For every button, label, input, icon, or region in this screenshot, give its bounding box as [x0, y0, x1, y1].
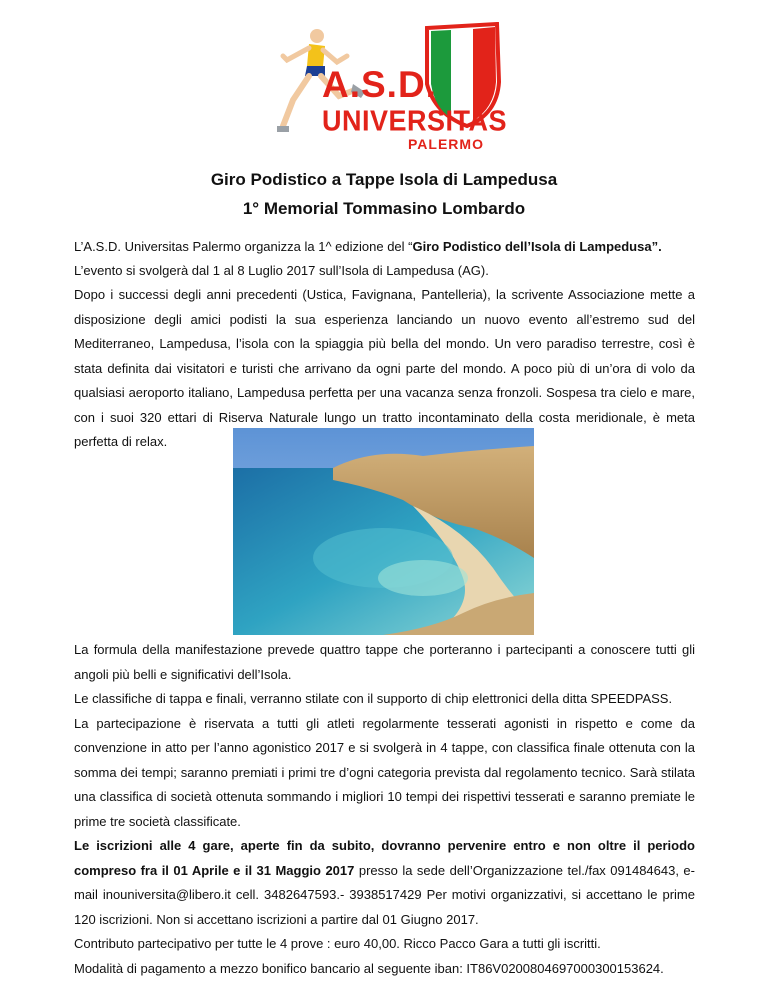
logo-universitas-text: UNIVERSITAS [322, 105, 508, 137]
registration-contact: presso la sede dell’Organizzazione tel./fax 091484643, e- [354, 862, 695, 878]
description-line: Dopo i successi degli anni precedenti (Ustica, Favignana, Pantelleria), la scrivente Associazione mette a [74, 287, 695, 302]
beach-bay-icon [233, 428, 534, 635]
page-subtitle: 1° Memorial Tommasino Lombardo [242, 199, 526, 218]
participation-line: convenzione in atto per l’anno agonistico 2017 e si svolgerà in 4 tappe, con classifica finale ottenuta con la [74, 740, 695, 755]
beach-photo [233, 428, 534, 635]
description-line: perfetta di relax. [74, 434, 168, 449]
participation-line: La partecipazione è riservata a tutti gli atleti regolarmente tesserati agonisti in rispetto e come da [74, 715, 695, 731]
intro-prefix: L’A.S.D. Universitas Palermo organizza la 1^ edizione del “ [74, 239, 413, 254]
description-line: stata definita dai visitatori e turisti che arrivano da ogni parte del mondo. A poco più di un’ora di volo da [74, 360, 695, 376]
participation-line: somma dei tempi; saranno premiati i primi tre d’ogni categoria prevista dal regolamento tecnico. Sarà stilata [74, 764, 695, 780]
registration-line [74, 859, 695, 884]
registration-period: compreso fra il 01 Aprile e il 31 Maggio 2017 [74, 862, 355, 878]
format-line: La formula della manifestazione prevede quattro tappe che porteranno i partecipanti a conoscere tutti gli [74, 642, 695, 657]
registration-line: mail inouniversita@libero.it cell. 3482647593.- 3938517429 Per motivi organizzativi, si accettano le prime [74, 887, 695, 902]
payment-line: Modalità di pagamento a mezzo bonifico bancario al seguente iban: IT86V0200804697000300153624. [74, 960, 664, 976]
registration-line: 120 iscrizioni. Non si accettano iscrizioni a partire dal 01 Giugno 2017. [74, 911, 479, 927]
registration-bold-line: Le iscrizioni alle 4 gare, aperte fin da subito, dovranno pervenire entro e non oltre il periodo [74, 838, 695, 853]
details-section [74, 638, 695, 981]
intro-paragraph [74, 235, 695, 260]
description-line: Mediterraneo, Lampedusa, l’isola con la spiaggia più bella del mondo. Un vero paradiso terrestre, così è [74, 336, 695, 351]
ranking-line: Le classifiche di tappa e finali, verranno stilate con il supporto di chip elettronici della ditta SPEEDPASS. [74, 691, 673, 706]
description-line: con i suoi 320 ettari di Riserva Naturale lungo un tratto incontaminato della costa meridionale, è meta [74, 409, 695, 425]
registration-line [74, 834, 695, 859]
logo-asd-text: A.S.D. [322, 64, 437, 105]
date-paragraph [74, 259, 695, 284]
contribution-line: Contributo partecipativo per tutte le 4 prove : euro 40,00. Ricco Pacco Gara a tutti gli iscritti. [74, 936, 601, 951]
intro-event-name: Giro Podistico dell’Isola di Lampedusa [412, 239, 652, 254]
date-line: L’evento si svolgerà dal 1 al 8 Luglio 2017 sull’Isola di Lampedusa (AG). [74, 263, 489, 278]
format-line: angoli più belli e significativi dell’Isola. [74, 666, 292, 682]
description-line: disposizione degli amici podisti la sua esperienza lanciando un nuovo evento all’estremo sud del [74, 311, 695, 327]
description-line: qualsiasi aeroporto italiano, Lampedusa perfetta per una vacanza senza fronzoli. Sospesa tra cielo e mare, [74, 385, 695, 400]
intro-suffix: ”. [651, 239, 662, 254]
participation-line: prime tre società classificate. [74, 813, 241, 829]
participation-line: una classifica di società ottenuta sommando i migliori 10 tempi dei rispettivi tesserati e saranno premiate le [74, 789, 695, 804]
logo-palermo-text: PALERMO [408, 136, 484, 152]
page-title: Giro Podistico a Tappe Isola di Lampedusa [210, 170, 558, 189]
